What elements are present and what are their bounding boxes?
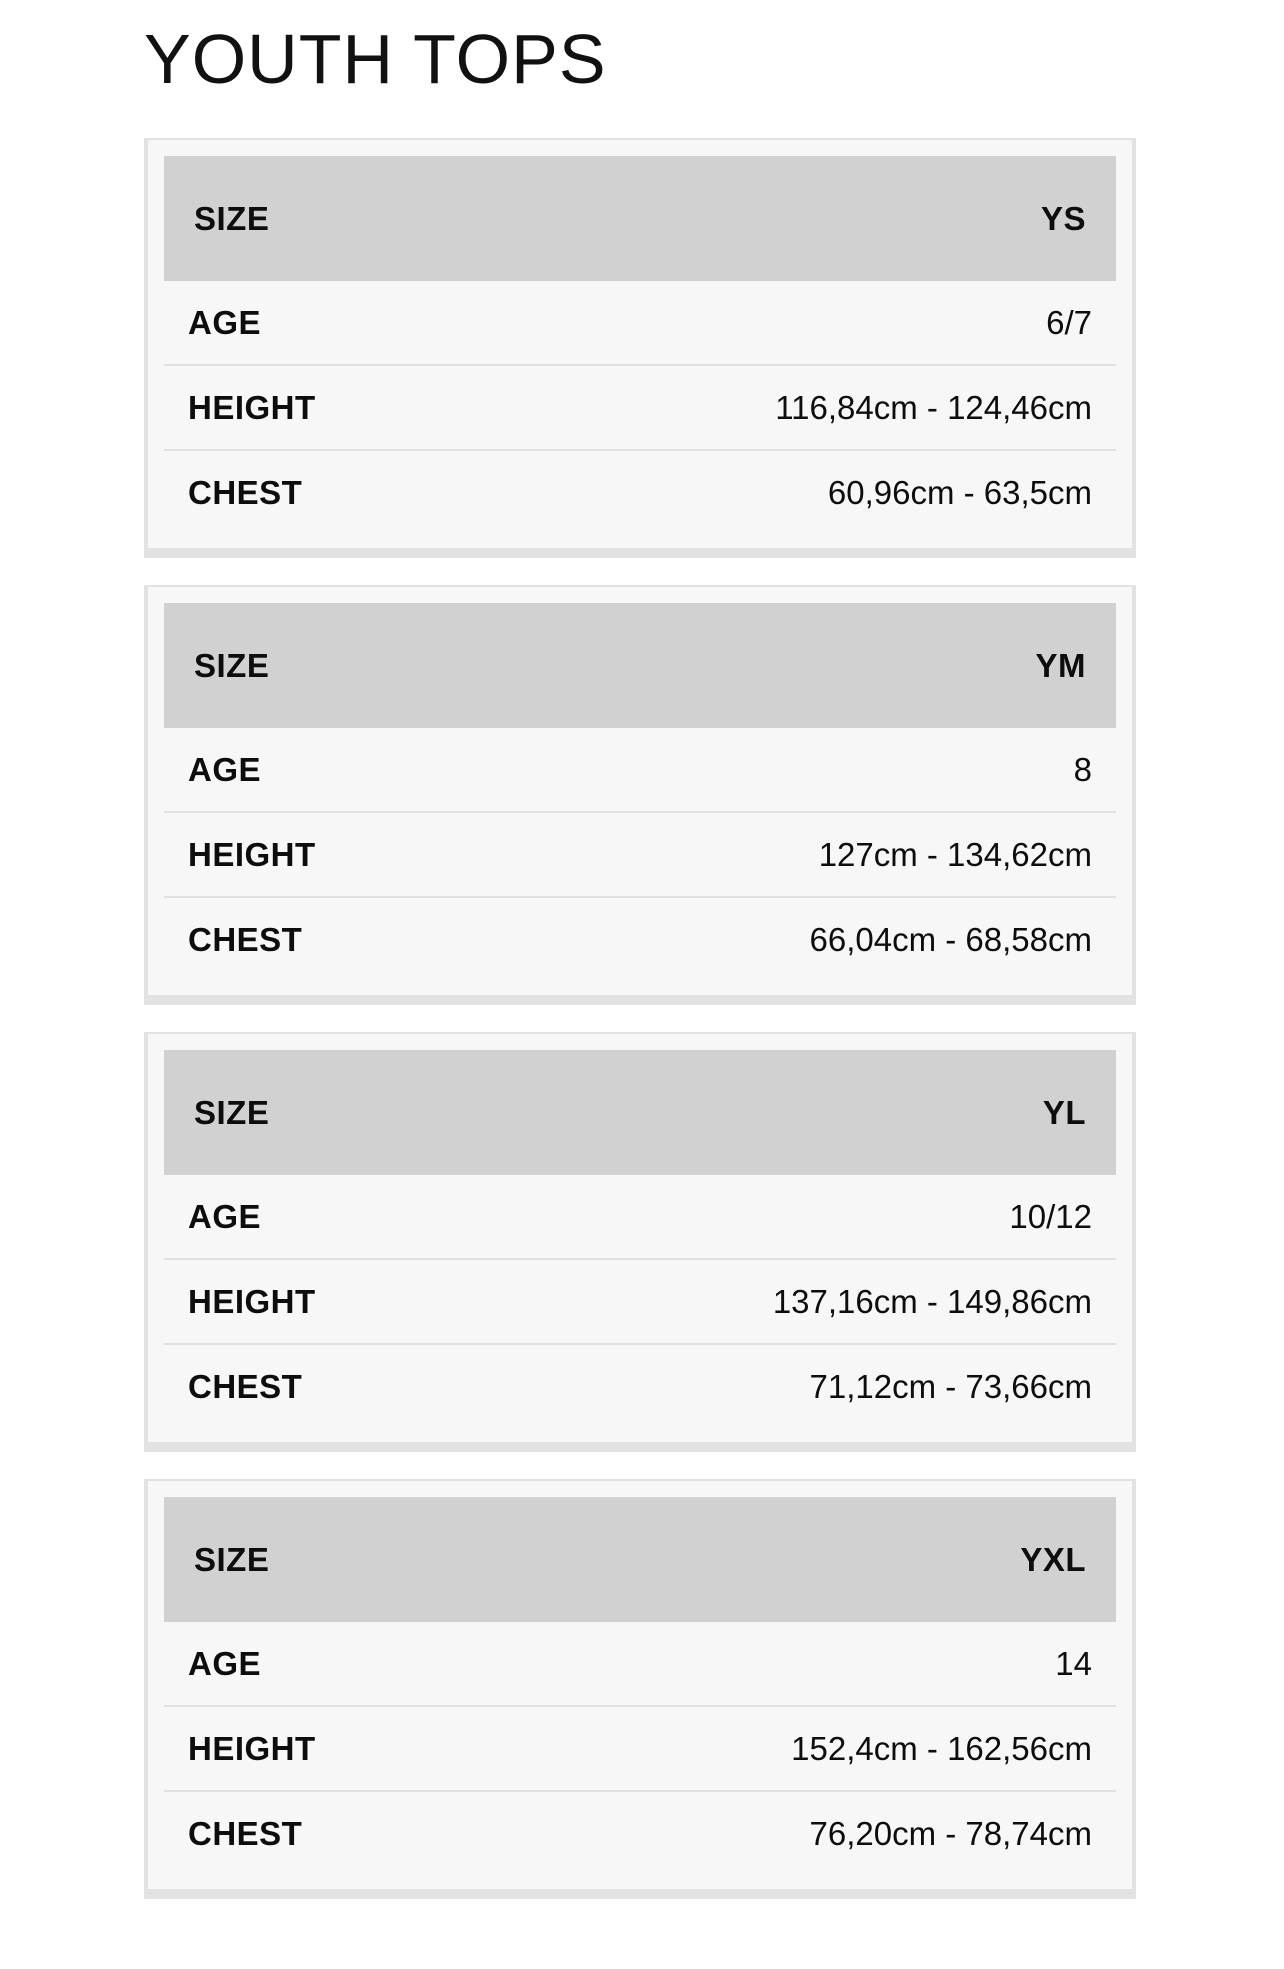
row-value: 8 [1073, 750, 1092, 788]
row-label: HEIGHT [188, 1282, 316, 1320]
row-value: 71,12cm - 73,66cm [809, 1367, 1092, 1405]
size-header-value: YL [1042, 1093, 1086, 1131]
row-label: CHEST [188, 920, 303, 958]
size-header-label: SIZE [194, 646, 270, 684]
row-value: 116,84cm - 124,46cm [775, 388, 1092, 426]
table-row-age [164, 281, 1116, 364]
table-row-chest [164, 896, 1116, 981]
table-row-height [164, 1705, 1116, 1790]
row-label: AGE [188, 303, 262, 341]
table-row-height [164, 364, 1116, 449]
table-row-age [164, 1175, 1116, 1258]
row-label: CHEST [188, 473, 303, 511]
size-card-yxl [144, 1479, 1136, 1899]
table-row-age [164, 728, 1116, 811]
size-card-rows [164, 728, 1116, 981]
row-value: 10/12 [1009, 1197, 1092, 1235]
table-row-age [164, 1622, 1116, 1705]
row-value: 14 [1055, 1644, 1092, 1682]
size-card-ym [144, 585, 1136, 1005]
table-row-chest [164, 1343, 1116, 1428]
row-label: HEIGHT [188, 1729, 316, 1767]
size-header-label: SIZE [194, 199, 270, 237]
size-card-rows [164, 1622, 1116, 1875]
row-value: 137,16cm - 149,86cm [772, 1282, 1092, 1320]
size-header-value: YM [1035, 646, 1086, 684]
size-card-rows [164, 1175, 1116, 1428]
size-card-rows [164, 281, 1116, 534]
size-header-label: SIZE [194, 1093, 270, 1131]
row-label: CHEST [188, 1367, 303, 1405]
size-header-value: YXL [1020, 1540, 1086, 1578]
row-label: AGE [188, 1197, 262, 1235]
table-row-chest [164, 449, 1116, 534]
row-label: AGE [188, 1644, 262, 1682]
row-label: CHEST [188, 1814, 303, 1852]
table-row-height [164, 811, 1116, 896]
table-row-chest [164, 1790, 1116, 1875]
size-header-value: YS [1040, 199, 1086, 237]
row-label: HEIGHT [188, 835, 316, 873]
size-header-label: SIZE [194, 1540, 270, 1578]
table-row-height [164, 1258, 1116, 1343]
page-title: YOUTH TOPS [144, 20, 607, 98]
size-card-ys [144, 138, 1136, 558]
row-label: HEIGHT [188, 388, 316, 426]
row-value: 152,4cm - 162,56cm [791, 1729, 1092, 1767]
size-card-header [164, 603, 1116, 728]
row-label: AGE [188, 750, 262, 788]
row-value: 60,96cm - 63,5cm [827, 473, 1092, 511]
size-card-header [164, 1497, 1116, 1622]
row-value: 6/7 [1046, 303, 1092, 341]
row-value: 76,20cm - 78,74cm [809, 1814, 1092, 1852]
size-card-header [164, 156, 1116, 281]
size-card-header [164, 1050, 1116, 1175]
row-value: 66,04cm - 68,58cm [809, 920, 1092, 958]
row-value: 127cm - 134,62cm [818, 835, 1092, 873]
size-card-yl [144, 1032, 1136, 1452]
